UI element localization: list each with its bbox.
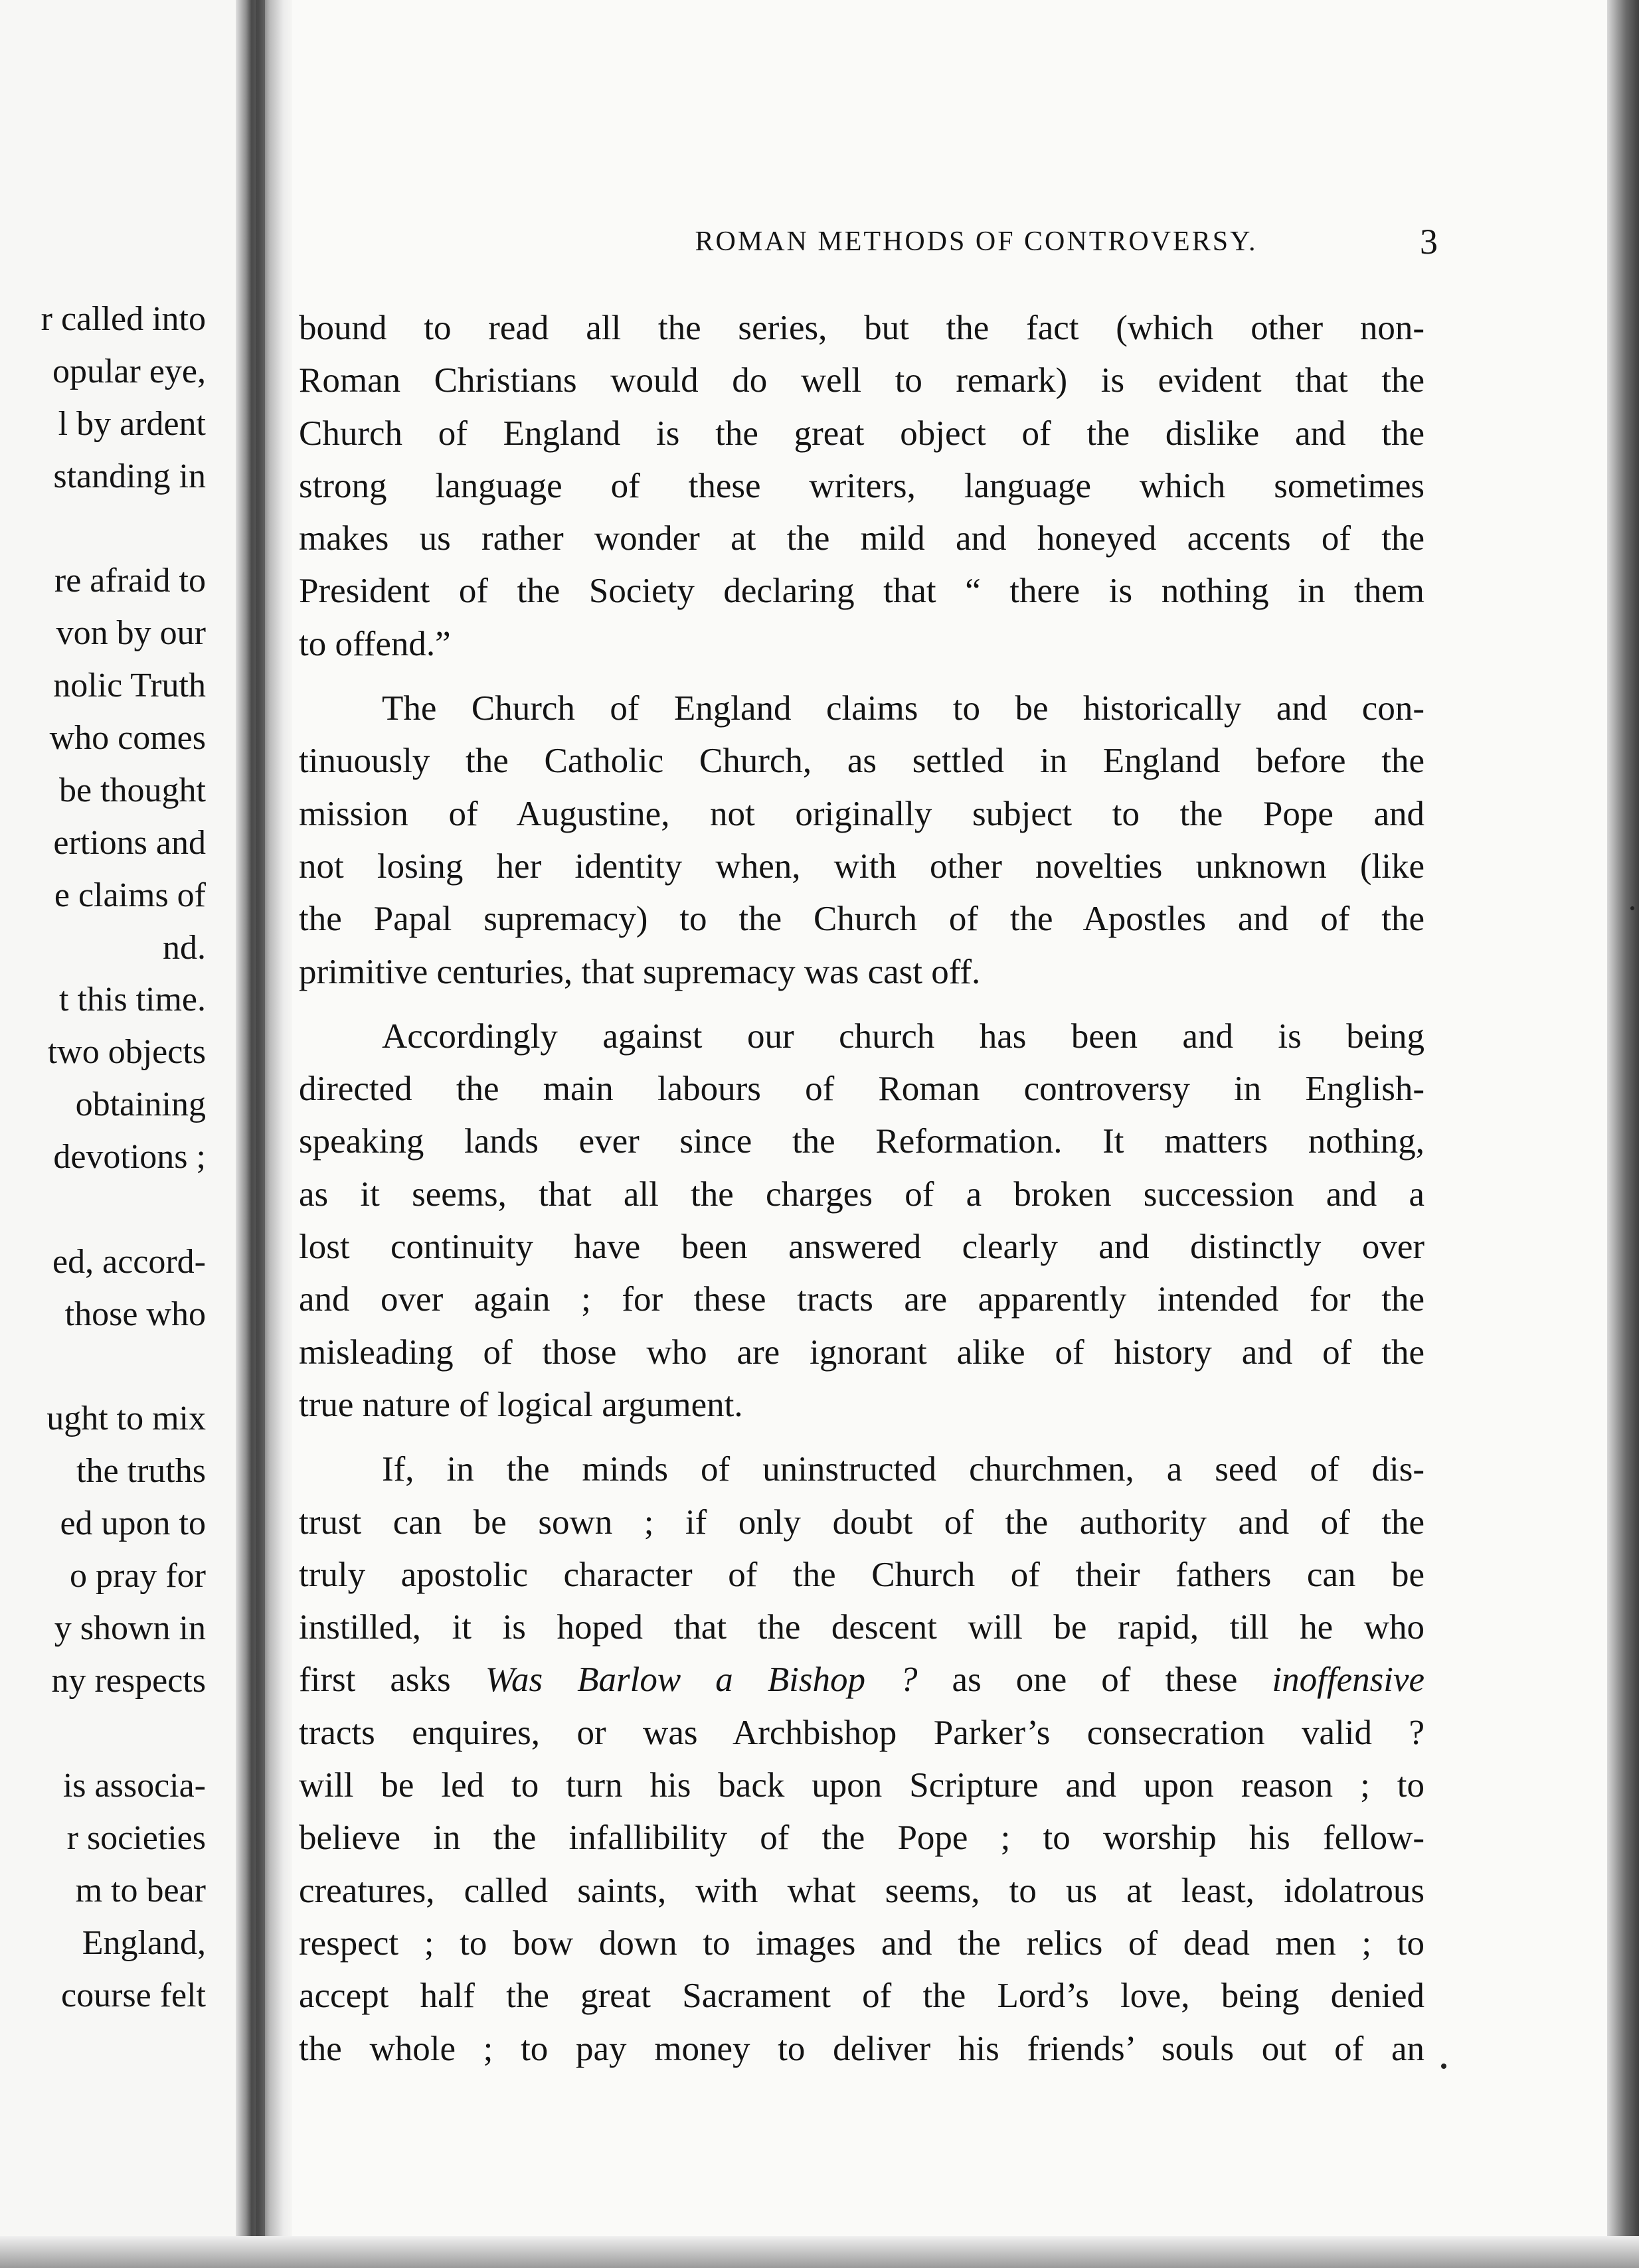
facing-page-line: devotions ; [53,1138,206,1176]
facing-page-line: von by our [56,614,206,652]
facing-page-line: England, [82,1924,206,1962]
paragraph [299,1011,1424,1431]
text-line: tinuously the Catholic Church, as settled in England before the [299,742,1424,781]
page-number: 3 [1420,222,1438,262]
facing-page-line: nolic Truth [53,667,206,704]
text-line: President of the Society declaring that “ there is nothing in them [299,572,1424,611]
facing-page-fragment [0,0,236,2268]
text-line: misleading of those who are ignorant alike of history and of the [299,1333,1424,1372]
running-title: ROMAN METHODS OF CONTROVERSY. [695,226,1258,257]
facing-page-line: those who [64,1295,206,1333]
text-line: speaking lands ever since the Reformation. It matters nothing, [299,1122,1424,1161]
facing-page-line: be thought [59,771,206,809]
text-line: trust can be sown ; if only doubt of the authority and of the [299,1502,1424,1542]
paragraph [299,1443,1424,2075]
text-line: true nature of logical argument. [299,1385,743,1424]
text-line: not losing her identity when, with other novelties unknown (like [299,847,1424,886]
facing-page-line: ed upon to [60,1504,206,1542]
facing-page-line: obtaining [75,1086,206,1123]
facing-page-line: r called into [41,300,206,338]
text-line: accept half the great Sacrament of the Lord’s love, being denied [299,1977,1424,2016]
paragraph [299,302,1424,671]
facing-page-line: y shown in [54,1609,206,1647]
text-line: tracts enquires, or was Archbishop Parker’s consecration valid ? [299,1713,1424,1752]
facing-page-line: ertions and [53,824,206,862]
text-line: If, in the minds of uninstructed churchmen, a seed of dis- [382,1450,1424,1489]
facing-page-line: re afraid to [54,562,206,600]
facing-page-line: is associa- [62,1767,206,1805]
facing-page-line: m to bear [75,1872,206,1909]
bottom-edge-shadow [0,2236,1639,2268]
facing-page-line: nd. [163,929,206,967]
text-line: creatures, called saints, with what seems, to us at least, idolatrous [299,1871,1424,1910]
facing-page-line: course felt [60,1977,206,2014]
scan-speck [1630,906,1634,910]
text-line: Roman Christians would do well to remark) is evident that the [299,361,1424,400]
facing-page-line: standing in [53,457,206,495]
facing-page-line: ught to mix [46,1400,206,1437]
text-line: directed the main labours of Roman controversy in English- [299,1070,1424,1109]
paragraph [299,683,1424,999]
text-line: bound to read all the series, but the fact (which other non- [299,309,1424,347]
facing-page-line: the truths [76,1452,206,1490]
gutter-fold-line [256,0,265,2268]
page-edge-shadow [1607,0,1639,2268]
text-line: makes us rather wonder at the mild and honeyed accents of the [299,519,1424,558]
facing-page-line: opular eye, [52,353,206,390]
text-line: strong language of these writers, language which sometimes [299,466,1424,505]
facing-page-line: l by ardent [58,405,206,443]
text-line: mission of Augustine, not originally subject to the Pope and [299,794,1424,833]
text-line: to offend.” [299,624,451,663]
text-line: believe in the infallibility of the Pope ; to worship his fellow- [299,1819,1424,1858]
facing-page-line: ed, accord- [52,1243,206,1281]
text-line: primitive centuries, that supremacy was cast off. [299,952,981,991]
text-line: and over again ; for these tracts are apparently intended for the [299,1280,1424,1319]
text-line: the whole ; to pay money to deliver his friends’ souls out of an [299,2029,1424,2068]
text-line: Accordingly against our church has been and is being [382,1016,1424,1056]
scan-speck [1441,2064,1446,2069]
text-line: truly apostolic character of the Church of their fathers can be [299,1555,1424,1594]
facing-page-line: e claims of [54,876,206,914]
page-body-text [299,302,1424,2075]
text-line: first asks Was Barlow a Bishop ? as one of these inoffensive [299,1660,1424,1700]
text-line: respect ; to bow down to images and the relics of dead men ; to [299,1923,1424,1963]
facing-page-line: ny respects [51,1662,206,1700]
text-line: the Papal supremacy) to the Church of the Apostles and of the [299,900,1424,939]
text-line: Church of England is the great object of the dislike and the [299,414,1424,453]
facing-page-line: who comes [49,719,206,757]
facing-page-line: t this time. [59,981,206,1018]
facing-page-line: two objects [47,1033,206,1071]
text-line: instilled, it is hoped that the descent will be rapid, till he who [299,1608,1424,1647]
text-line: as it seems, that all the charges of a broken succession and a [299,1174,1424,1214]
text-line: will be led to turn his back upon Scripture and upon reason ; to [299,1766,1424,1805]
facing-page-line: o pray for [69,1557,206,1595]
text-line: The Church of England claims to be historically and con- [382,689,1424,728]
text-line: lost continuity have been answered clearly and distinctly over [299,1228,1424,1267]
facing-page-line: r societies [66,1819,206,1857]
